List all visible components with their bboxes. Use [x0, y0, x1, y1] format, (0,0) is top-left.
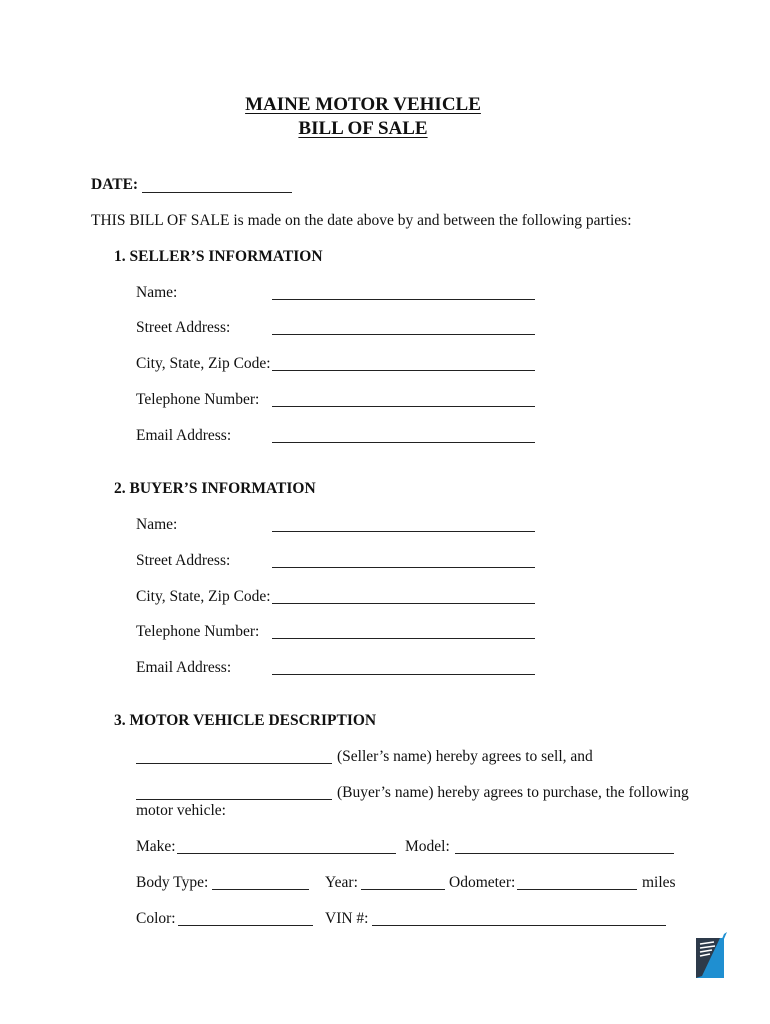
buyer-city-field[interactable] [272, 603, 535, 604]
buyer-street-field[interactable] [272, 567, 535, 568]
buyer-name-label: Name: [136, 516, 178, 533]
seller-city-label: City, State, Zip Code: [136, 355, 271, 372]
make-label: Make: [136, 838, 176, 855]
date-field[interactable] [142, 192, 292, 193]
buyer-clause: (Buyer’s name) hereby agrees to purchase, the following [337, 784, 689, 801]
vin-field[interactable] [372, 925, 666, 926]
model-field[interactable] [455, 853, 674, 854]
year-label: Year: [325, 874, 358, 891]
buyer-name-field[interactable] [272, 531, 535, 532]
vehicle-heading: 3. MOTOR VEHICLE DESCRIPTION [114, 712, 377, 729]
seller-heading: 1. SELLER’S INFORMATION [114, 248, 323, 265]
seller-name-field[interactable] [272, 299, 535, 300]
seller-phone-field[interactable] [272, 406, 535, 407]
miles-label: miles [642, 874, 676, 891]
body-type-label: Body Type: [136, 874, 209, 891]
buyer-phone-label: Telephone Number: [136, 623, 260, 640]
seller-name-blank[interactable] [136, 763, 332, 764]
seller-email-label: Email Address: [136, 427, 232, 444]
buyer-name-blank[interactable] [136, 799, 332, 800]
seller-street-label: Street Address: [136, 319, 231, 336]
vin-label: VIN #: [325, 910, 369, 927]
color-field[interactable] [178, 925, 313, 926]
document-title-line-1: MAINE MOTOR VEHICLE [245, 94, 481, 115]
buyer-heading: 2. BUYER’S INFORMATION [114, 480, 316, 497]
intro-text: THIS BILL OF SALE is made on the date above by and between the following parties: [91, 212, 632, 229]
seller-street-field[interactable] [272, 334, 535, 335]
date-label: DATE: [91, 176, 139, 193]
seller-email-field[interactable] [272, 442, 535, 443]
buyer-city-label: City, State, Zip Code: [136, 588, 271, 605]
body-type-field[interactable] [212, 889, 309, 890]
document-title-line-2: BILL OF SALE [298, 118, 428, 139]
odometer-label: Odometer: [449, 874, 516, 891]
make-field[interactable] [177, 853, 396, 854]
odometer-field[interactable] [517, 889, 637, 890]
buyer-street-label: Street Address: [136, 552, 231, 569]
color-label: Color: [136, 910, 176, 927]
document-logo-icon [694, 932, 728, 980]
year-field[interactable] [361, 889, 445, 890]
seller-clause: (Seller’s name) hereby agrees to sell, and [337, 748, 593, 765]
model-label: Model: [405, 838, 450, 855]
seller-name-label: Name: [136, 284, 178, 301]
buyer-clause-continued: motor vehicle: [136, 802, 226, 819]
buyer-phone-field[interactable] [272, 638, 535, 639]
buyer-email-field[interactable] [272, 674, 535, 675]
buyer-email-label: Email Address: [136, 659, 232, 676]
seller-city-field[interactable] [272, 370, 535, 371]
seller-phone-label: Telephone Number: [136, 391, 260, 408]
